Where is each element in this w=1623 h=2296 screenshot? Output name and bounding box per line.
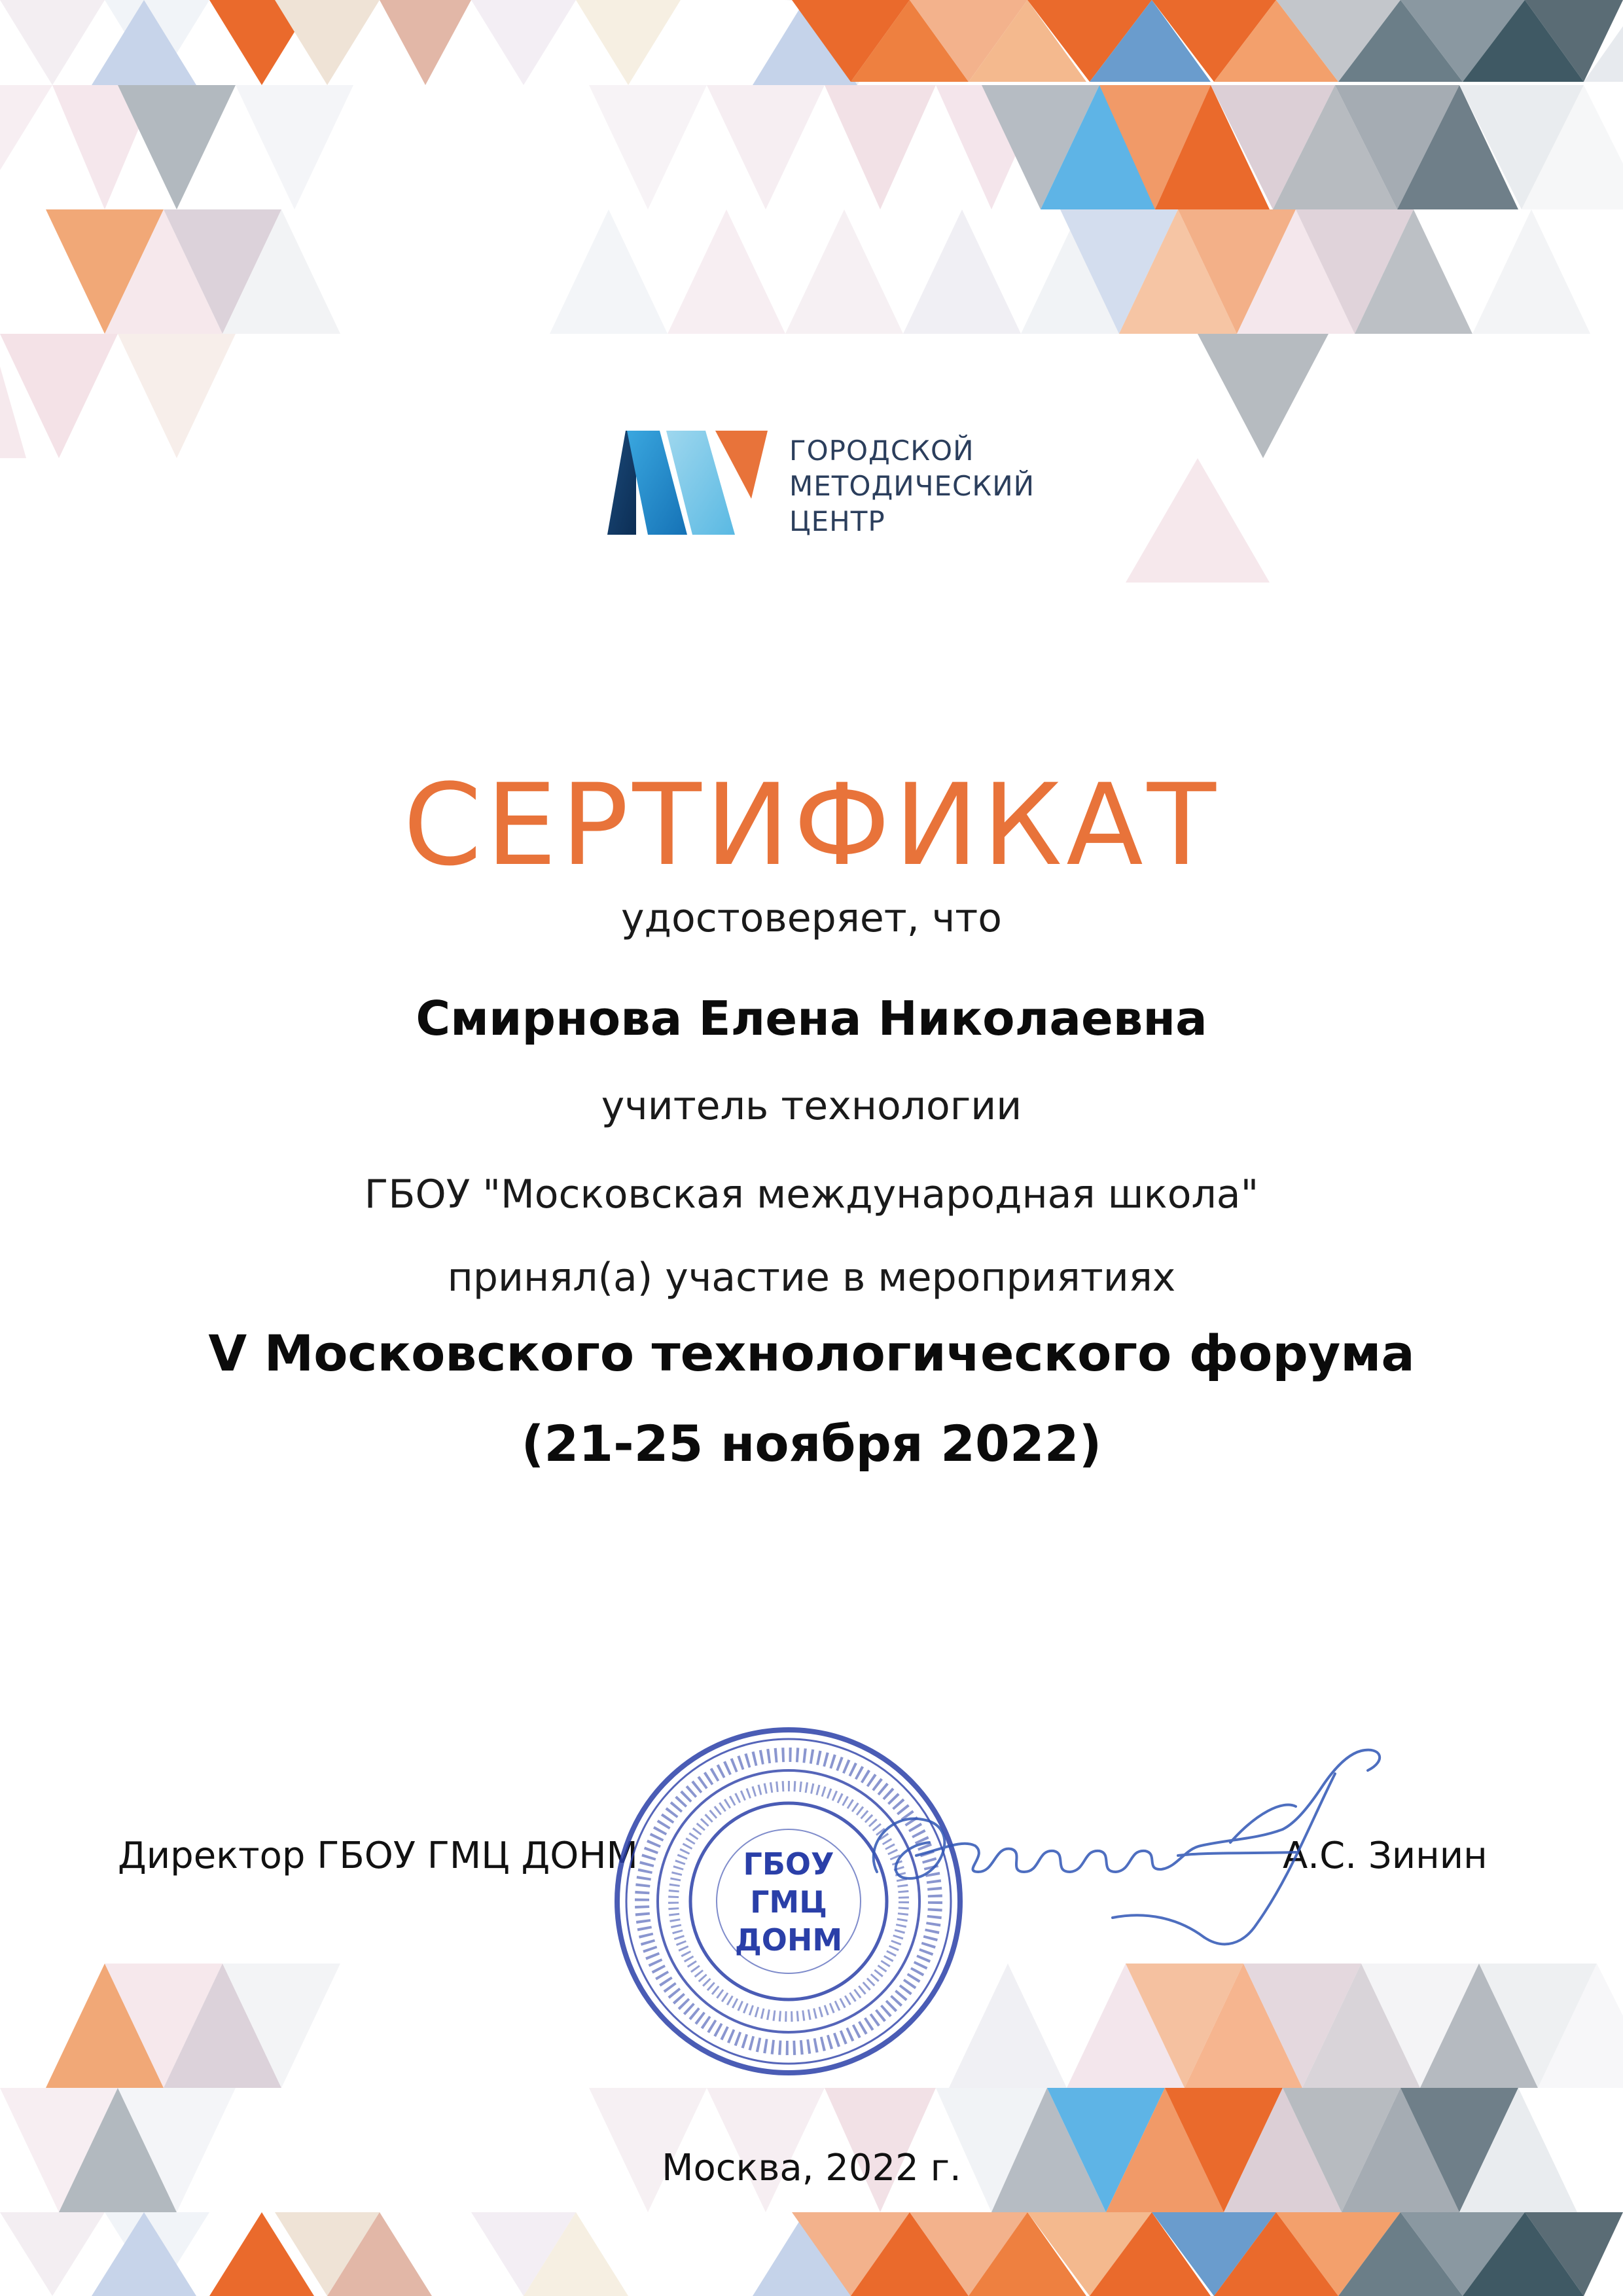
logo-line-3: ЦЕНТР (789, 505, 885, 537)
certifies-text: удостоверяет, что (621, 895, 1002, 941)
logo-line-2: МЕТОДИЧЕСКИЙ (789, 470, 1035, 502)
gmc-logo (607, 427, 1035, 538)
place-and-year: Москва, 2022 г. (662, 2147, 961, 2189)
logo-line-1: ГОРОДСКОЙ (789, 435, 974, 467)
director-signature-icon (838, 1715, 1394, 1964)
recipient-position: учитель технологии (601, 1083, 1022, 1129)
event-dates: (21-25 ноября 2022) (521, 1414, 1102, 1473)
certificate-title: СЕРТИФИКАТ (403, 759, 1220, 891)
director-name: А.С. Зинин (1283, 1835, 1488, 1877)
director-title: Директор ГБОУ ГМЦ ДОНМ (118, 1835, 638, 1877)
event-name: V Московского технологического форума (208, 1324, 1415, 1382)
stamp-line-2: ГМЦ (750, 1884, 827, 1920)
gmc-logo-mark-icon (607, 427, 777, 538)
participation-text: принял(а) участие в мероприятиях (447, 1255, 1176, 1300)
recipient-school: ГБОУ "Московская международная школа" (364, 1172, 1259, 1217)
recipient-name: Смирнова Елена Николаевна (416, 991, 1207, 1046)
stamp-line-1: ГБОУ (743, 1846, 834, 1882)
stamp-line-3: ДОНМ (734, 1922, 843, 1958)
